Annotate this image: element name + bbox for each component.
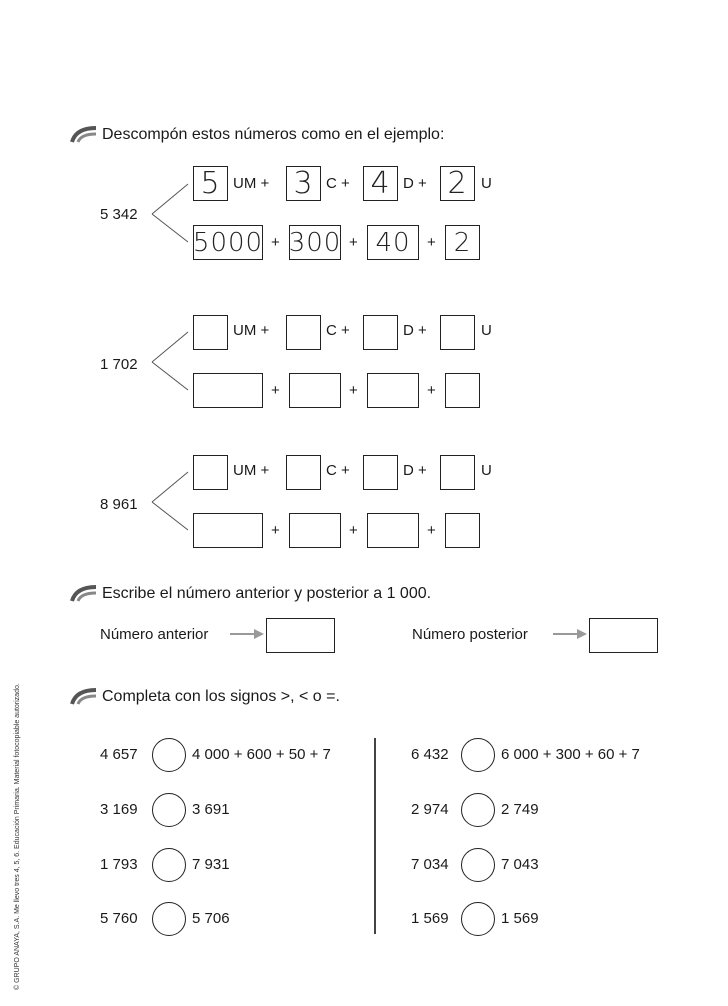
label-u: U [481, 322, 492, 339]
label-um: UM + [233, 175, 270, 192]
branch-lines [140, 458, 200, 538]
plus-sign: + [349, 382, 358, 399]
arrow-right-icon [230, 628, 266, 640]
branch-lines [140, 170, 200, 250]
compare-right-value: 6 000 + 300 + 60 + 7 [501, 746, 640, 763]
exercise3-instruction: Completa con los signos >, < o =. [102, 688, 340, 705]
compare-left-value: 1 569 [411, 910, 449, 927]
compare-sign-circle[interactable] [461, 793, 495, 827]
label-d: D + [403, 322, 427, 339]
example-value-um: 5000 [193, 225, 263, 260]
compare-right-value: 7 043 [501, 856, 539, 873]
exercise2-instruction: Escribe el número anterior y posterior a 1 000. [102, 585, 432, 602]
answer-box-value-d[interactable] [367, 513, 419, 548]
compare-left-value: 1 793 [100, 856, 138, 873]
answer-box-value-u[interactable] [445, 373, 480, 408]
item2-number: 8 961 [100, 496, 138, 513]
compare-left-value: 5 760 [100, 910, 138, 927]
arrow-right-icon [553, 628, 589, 640]
plus-sign: + [427, 234, 436, 251]
exercise-icon [70, 583, 98, 603]
compare-left-value: 4 657 [100, 746, 138, 763]
compare-sign-circle[interactable] [152, 738, 186, 772]
compare-sign-circle[interactable] [152, 848, 186, 882]
answer-box-value-d[interactable] [367, 373, 419, 408]
compare-left-value: 3 169 [100, 801, 138, 818]
answer-box-d[interactable] [363, 315, 398, 350]
compare-sign-circle[interactable] [461, 738, 495, 772]
label-u: U [481, 462, 492, 479]
compare-sign-circle[interactable] [152, 793, 186, 827]
plus-sign: + [427, 382, 436, 399]
item1-number: 1 702 [100, 356, 138, 373]
plus-sign: + [349, 522, 358, 539]
example-value-c: 300 [289, 225, 341, 260]
answer-box-u[interactable] [440, 315, 475, 350]
example-value-u: 2 [445, 225, 480, 260]
compare-right-value: 3 691 [192, 801, 230, 818]
plus-sign: + [427, 522, 436, 539]
copyright-note: © GRUPO ANAYA, S.A. Me llevo tres 4, 5, 6. Educación Primaria. Material fotocopiable autorizado. [14, 683, 21, 990]
example-digit-u: 2 [440, 166, 475, 201]
plus-sign: + [349, 234, 358, 251]
plus-sign: + [271, 382, 280, 399]
label-c: C + [326, 175, 350, 192]
example-digit-c: 3 [286, 166, 321, 201]
compare-right-value: 5 706 [192, 910, 230, 927]
exercise-icon [70, 124, 98, 144]
answer-box-value-u[interactable] [445, 513, 480, 548]
label-c: C + [326, 322, 350, 339]
exercise-icon [70, 686, 98, 706]
compare-left-value: 2 974 [411, 801, 449, 818]
answer-box-u[interactable] [440, 455, 475, 490]
answer-box-value-um[interactable] [193, 373, 263, 408]
column-divider [374, 738, 376, 934]
label-um: UM + [233, 322, 270, 339]
answer-box-value-c[interactable] [289, 513, 341, 548]
compare-sign-circle[interactable] [461, 848, 495, 882]
answer-box-um[interactable] [193, 315, 228, 350]
answer-box-um[interactable] [193, 455, 228, 490]
answer-box-c[interactable] [286, 315, 321, 350]
label-c: C + [326, 462, 350, 479]
plus-sign: + [271, 234, 280, 251]
label-d: D + [403, 462, 427, 479]
example-digit-um: 5 [193, 166, 228, 201]
compare-sign-circle[interactable] [152, 902, 186, 936]
before-label: Número anterior [100, 626, 209, 643]
branch-lines [140, 318, 200, 398]
compare-right-value: 2 749 [501, 801, 539, 818]
example-number: 5 342 [100, 206, 138, 223]
answer-box-value-c[interactable] [289, 373, 341, 408]
compare-right-value: 4 000 + 600 + 50 + 7 [192, 746, 331, 763]
after-label: Número posterior [412, 626, 528, 643]
compare-right-value: 1 569 [501, 910, 539, 927]
example-digit-d: 4 [363, 166, 398, 201]
exercise1-instruction: Descompón estos números como en el ejemplo: [102, 126, 445, 143]
plus-sign: + [271, 522, 280, 539]
answer-box-value-um[interactable] [193, 513, 263, 548]
answer-box-d[interactable] [363, 455, 398, 490]
compare-left-value: 7 034 [411, 856, 449, 873]
compare-sign-circle[interactable] [461, 902, 495, 936]
answer-box-c[interactable] [286, 455, 321, 490]
label-d: D + [403, 175, 427, 192]
before-answer-box[interactable] [266, 618, 335, 653]
example-value-d: 40 [367, 225, 419, 260]
after-answer-box[interactable] [589, 618, 658, 653]
label-u: U [481, 175, 492, 192]
compare-left-value: 6 432 [411, 746, 449, 763]
compare-right-value: 7 931 [192, 856, 230, 873]
label-um: UM + [233, 462, 270, 479]
